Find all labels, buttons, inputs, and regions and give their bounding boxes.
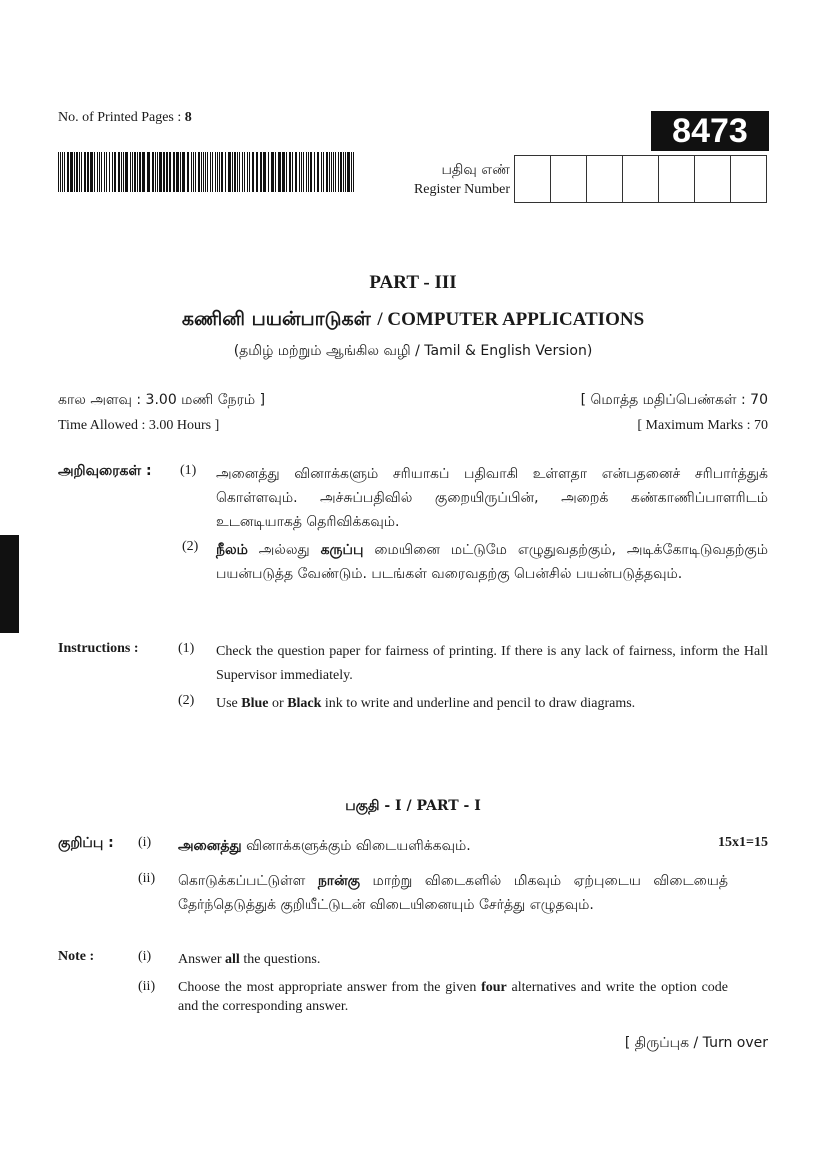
instructions-tamil-item-2: [216, 538, 768, 586]
maximum-marks-tamil: [ மொத்த மதிப்பெண்கள் : 70: [580, 392, 768, 408]
subject-title: [0, 308, 826, 333]
register-digit-box: [550, 155, 587, 203]
instructions-tamil-label: அறிவுரைகள் :: [58, 463, 152, 479]
ink-black-tamil: கருப்பு: [320, 542, 364, 558]
instr-ta-rest: மையினை மட்டுமே எழுதுவதற்கும், அடிக்கோடிடுவதற்கும் பயன்படுத்த வேண்டும். படங்கள் வரைவதற்கு பென்சில் பயன்படுத்தவும்.: [216, 542, 769, 582]
register-label-tamil: பதிவு எண்: [441, 162, 510, 178]
section-marks-scheme: 15x1=15: [718, 835, 768, 850]
side-margin-bar: [0, 535, 19, 633]
register-digit-box: [586, 155, 623, 203]
note-en-four: four: [481, 980, 507, 995]
instructions-english-label: Instructions :: [58, 641, 139, 656]
note-english-num-1: (i): [138, 949, 152, 964]
instructions-english-num-1: (1): [178, 641, 195, 656]
instr-en-or: or: [272, 696, 284, 711]
section-heading: பகுதி - I / PART - I: [345, 798, 481, 814]
note-tamil-label: குறிப்பு :: [58, 835, 114, 851]
part-title: PART - III: [369, 272, 457, 293]
register-number-boxes: [515, 155, 767, 203]
note-tamil-item-2: [178, 869, 728, 917]
note-en-answer: Answer: [178, 952, 222, 967]
turn-over-label: [ திருப்புக / Turn over: [624, 1035, 768, 1051]
ink-blue-english: Blue: [241, 696, 269, 711]
note-english-label: Note :: [58, 949, 95, 964]
instructions-english-item-2: [216, 692, 768, 716]
register-number-label: [380, 160, 510, 200]
version-line: (தமிழ் மற்றும் ஆங்கில வழி / Tamil & English Version): [233, 343, 593, 359]
note-english-item-2: [178, 978, 728, 1016]
register-digit-box: [622, 155, 659, 203]
time-allowed-english: Time Allowed : 3.00 Hours ]: [58, 418, 220, 433]
note-en-item1-rest: the questions.: [243, 952, 321, 967]
instructions-tamil-num-2: (2): [182, 539, 199, 554]
register-digit-box: [730, 155, 767, 203]
maximum-marks-english: [ Maximum Marks : 70: [637, 418, 768, 433]
note-tamil-num-2: (ii): [138, 871, 156, 886]
note-tamil-item-1: [178, 834, 471, 858]
note-ta-item1-rest: வினாக்களுக்கும் விடையளிக்கவும்.: [246, 838, 471, 854]
note-ta-item2-rest: மாற்று விடைகளில் மிகவும் ஏற்புடைய விடையைத் தேர்ந்தெடுத்துக் குறியீட்டுடன் விடையினையும் சேர்த்து எழுதவும்.: [178, 873, 729, 913]
instructions-english-item-1: Check the question paper for fairness of printing. If there is any lack of fairness, inform the Hall Supervisor immediately.: [216, 644, 768, 683]
note-en-item2-pre: Choose the most appropriate answer from the given: [178, 980, 477, 995]
note-english-item-1: [178, 948, 320, 972]
instructions-english-num-2: (2): [178, 693, 195, 708]
note-ta-all: அனைத்து: [178, 838, 242, 854]
ink-black-english: Black: [287, 696, 322, 711]
note-en-all: all: [225, 952, 240, 967]
time-allowed-tamil: கால அளவு : 3.00 மணி நேரம் ]: [58, 392, 266, 408]
subject-title-tamil: கணினி பயன்பாடுகள்: [181, 308, 371, 330]
paper-code: 8473: [651, 111, 769, 151]
instr-en-rest: ink to write and underline and pencil to draw diagrams.: [324, 696, 636, 711]
subject-title-english: / COMPUTER APPLICATIONS: [377, 309, 645, 330]
printed-pages-value: 8: [184, 110, 192, 125]
register-digit-box: [658, 155, 695, 203]
instructions-tamil-num-1: (1): [180, 463, 197, 478]
register-label-english: Register Number: [413, 182, 510, 197]
note-tamil-num-1: (i): [138, 835, 152, 850]
instructions-tamil-item-1: அனைத்து வினாக்களும் சரியாகப் பதிவாகி உள்ளதா என்பதனைச் சரிபார்த்துக் கொள்ளவும். அச்சுப்பதிவில் குறையிருப்பின், அறைக் கண்காணிப்பாளரிடம் உடனடியாகத் தெரிவிக்கவும்.: [216, 466, 768, 530]
barcode-image: [58, 152, 354, 192]
ink-blue-tamil: நீலம்: [216, 542, 248, 558]
instr-en-use: Use: [216, 696, 238, 711]
register-digit-box: [694, 155, 731, 203]
note-ta-four: நான்கு: [317, 873, 361, 889]
note-ta-item2-pre: கொடுக்கப்பட்டுள்ள: [178, 873, 306, 889]
printed-pages-label: No. of Printed Pages :: [58, 110, 182, 125]
note-english-num-2: (ii): [138, 979, 156, 994]
printed-pages-info: [58, 110, 192, 126]
register-digit-box: [514, 155, 551, 203]
note-en-item2-rest: alternatives and write the option code and the corresponding answer.: [178, 980, 729, 1014]
instr-ta-or: அல்லது: [258, 542, 310, 558]
